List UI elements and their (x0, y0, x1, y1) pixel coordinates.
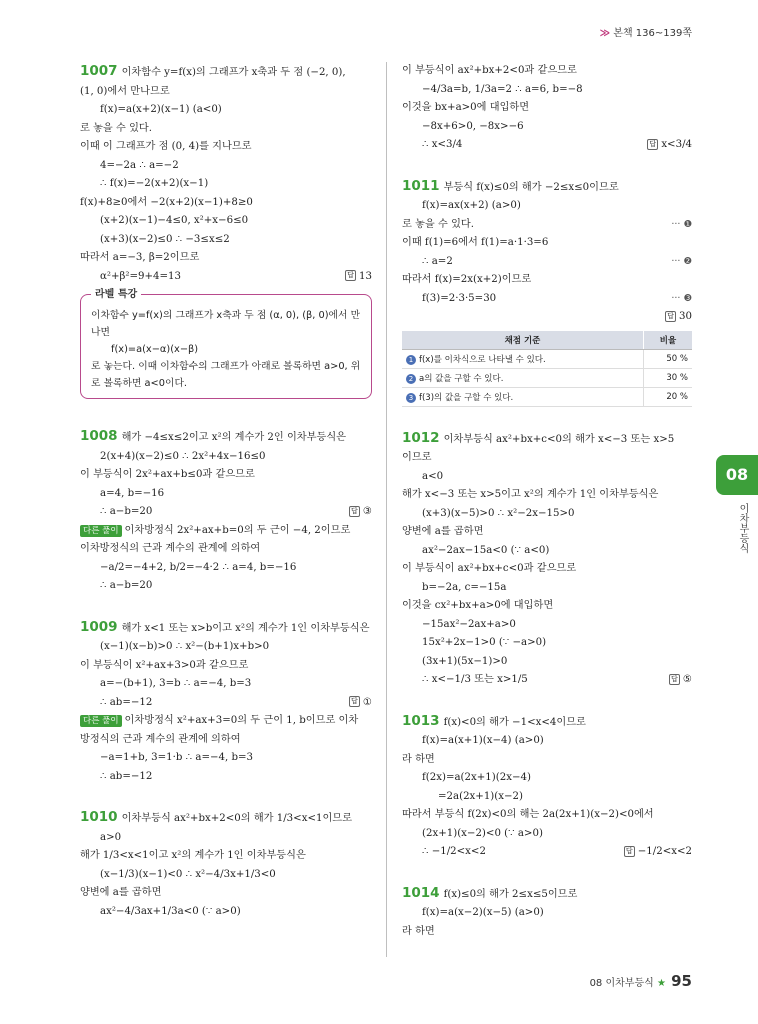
problem-1007: 1007 이차함수 y=f(x)의 그래프가 x축과 두 점 (−2, 0), (1, 0)에서 만나므로 f(x)=a(x+2)(x−1) (a<0) 로 놓을 수 있다. 이때 이 그래프가 점 (0, 4)를 지나므로 4=−2a ∴ a=−2 ∴ f(x)=−2(x+2)(x−1) f(x)+8≥0에서 −2(x+2)(x−1)+8≥0 (x+2)(x−1)−4≤0, x²+x−6≤0 (x+3)(x−2)≤0 ∴ −3≤x≤2 따라서 a=−3, β=2이므로 α²+β²=9+4=13 답 13 (80, 62, 372, 286)
problem-number: 1007 (80, 63, 118, 79)
table-row: 3 f(3)의 값을 구할 수 있다. 20 % (402, 387, 692, 406)
answer-mark-icon: 답 (647, 139, 658, 150)
grading-table (402, 331, 692, 407)
right-column (402, 62, 692, 941)
star-icon: ★ (656, 978, 666, 989)
page-footer (590, 972, 692, 990)
ratio-header: 비율 (644, 331, 693, 350)
problem-number: 1008 (80, 428, 118, 444)
answer-mark-icon: 답 (669, 674, 680, 685)
answer: 답 ① (349, 694, 372, 713)
step-marker: ··· ❷ (671, 255, 692, 267)
reference-text: 본책 136~139쪽 (613, 28, 692, 39)
problem-1012: 1012 이차부등식 ax²+bx+c<0의 해가 x<−3 또는 x>5 이므로 a<0 해가 x<−3 또는 x>5이고 x²의 계수가 1인 이차부등식은 (x+3)(x−5)>0 ∴ x²−2x−15>0 양변에 a를 곱하면 ax²−2ax−15a<0 (∵ a<0) 이 부등식이 ax²+bx+c<0과 같으므로 b=−2a, c=−15a 이것을 cx²+bx+a>0에 대입하면 −15ax²−2ax+a>0 15x²+2x−1>0 (∵ −a>0) (3x+1)(5x−1)>0 ∴ x<−1/3 또는 x>1/5 답 ⑤ (402, 429, 692, 690)
problem-1009: 1009 해가 x<1 또는 x>b이고 x²의 계수가 1인 이차부등식은 (x−1)(x−b)>0 ∴ x²−(b+1)x+b>0 이 부등식이 x²+ax+3>0과 같으므로 a=−(b+1), 3=b ∴ a=−4, b=3 ∴ ab=−12 답 ① 다른 풀이 이차방정식 x²+ax+3=0의 두 근이 1, b이므로 이차 방정식의 근과 계수의 관계에 의하여 −a=1+b, 3=1·b ∴ a=−4, b=3 ∴ ab=−12 (80, 618, 372, 782)
answer-mark-icon: 답 (349, 506, 360, 517)
answer-mark-icon: 답 (665, 311, 676, 322)
answer: 답 30 (665, 308, 692, 327)
answer: 답 x<3/4 (647, 136, 692, 155)
answer: 답 13 (345, 268, 372, 287)
grading-header: 채점 기준 (402, 331, 644, 350)
alt-solution-tag: 다른 풀이 (80, 715, 122, 727)
step-marker: ··· ❶ (671, 218, 692, 230)
problem-1013: 1013 f(x)<0의 해가 −1<x<4이므로 f(x)=a(x+1)(x−4) (a>0) 라 하면 f(2x)=a(2x+1)(2x−4) =2a(2x+1)(x−2) 따라서 부등식 f(2x)<0의 해는 2a(2x+1)(x−2)<0에서 (2x+1)(x−2)<0 (∵ a>0) ∴ −1/2<x<2 답 −1/2<x<2 (402, 712, 692, 862)
answer-mark-icon: 답 (624, 846, 635, 857)
left-column (80, 62, 372, 921)
problem-1010: 1010 이차부등식 ax²+bx+2<0의 해가 1/3<x<1이므로 a>0 해가 1/3<x<1이고 x²의 계수가 1인 이차부등식은 (x−1/3)(x−1)<0 ∴ x²−4/3x+1/3<0 양변에 a를 곱하면 ax²−4/3ax+1/3a<0 (∵ a>0) (80, 809, 352, 917)
alt-solution-tag: 다른 풀이 (80, 525, 122, 537)
problem-1011: 1011 부등식 f(x)≤0의 해가 −2≤x≤0이므로 f(x)=ax(x+2) (a>0) 로 놓을 수 있다. ··· ❶ 이때 f(1)=6에서 f(1)=a·1·3=6 ∴ a=2 ··· ❷ 따라서 f(x)=2x(x+2)이므로 f(3)=2·3·5=30 ··· ❸ 답 30 채점 기준 비율 1 f(x)를 이차식으로 나타낼 수 있다. 50 % 2 a의 값을 구할 수 있다. 30 % 3 f(3)의 값을 구할 수 있다. 20 % (402, 177, 692, 407)
answer: 답 ⑤ (669, 671, 692, 690)
problem-number: 1012 (402, 429, 440, 446)
problem-1010-continued: 이 부등식이 ax²+bx+2<0과 같으므로 −4/3a=b, 1/3a=2 ∴ a=6, b=−8 이것을 bx+a>0에 대입하면 −8x+6>0, −8x>−6 ∴ x<3/4 답 x<3/4 (402, 62, 692, 155)
reference-arrow-icon: ≫ (599, 28, 611, 39)
page-reference (600, 24, 692, 39)
tip-title: 라벨 특강 (91, 285, 141, 300)
tip-box: 라벨 특강 이차함수 y=f(x)의 그래프가 x축과 두 점 (α, 0), (β, 0)에서 만나면 f(x)=a(x−α)(x−β) 로 놓는다. 이때 이차함수의 그래프가 아래로 볼록하면 a>0, 위로 볼록하면 a<0이다. (80, 294, 372, 399)
problem-number: 1013 (402, 712, 440, 729)
column-divider (386, 62, 387, 957)
chapter-side-tab (716, 455, 758, 615)
footer-chapter: 08 이차부등식 (589, 978, 654, 989)
page-number: 95 (671, 972, 692, 990)
chapter-label: 이차부등식 (737, 503, 748, 553)
answer: 답 ③ (349, 503, 372, 522)
answer-mark-icon: 답 (345, 270, 356, 281)
step-marker: ··· ❸ (671, 292, 692, 304)
chapter-number: 08 (716, 455, 758, 495)
table-row: 2 a의 값을 구할 수 있다. 30 % (402, 368, 692, 387)
problem-number: 1009 (80, 618, 118, 635)
answer-mark-icon: 답 (349, 696, 360, 707)
problem-1014: 1014 f(x)≤0의 해가 2≤x≤5이므로 f(x)=a(x−2)(x−5) (a>0) 라 하면 (402, 884, 578, 937)
table-row: 1 f(x)를 이차식으로 나타낼 수 있다. 50 % (402, 349, 692, 368)
problem-1008: 1008 해가 −4≤x≤2이고 x²의 계수가 2인 이차부등식은 2(x+4)(x−2)≤0 ∴ 2x²+4x−16≤0 이 부등식이 2x²+ax+b≤0과 같으므로 a=4, b=−16 ∴ a−b=20 답 ③ 다른 풀이 이차방정식 2x²+ax+b=0의 두 근이 −4, 2이므로 이차방정식의 근과 계수의 관계에 의하여 −a/2=−4+2, b/2=−4·2 ∴ a=4, b=−16 ∴ a−b=20 (80, 428, 372, 591)
problem-number: 1014 (402, 884, 440, 901)
problem-number: 1011 (402, 177, 440, 194)
problem-number: 1010 (80, 809, 118, 825)
answer: 답 −1/2<x<2 (624, 843, 692, 862)
